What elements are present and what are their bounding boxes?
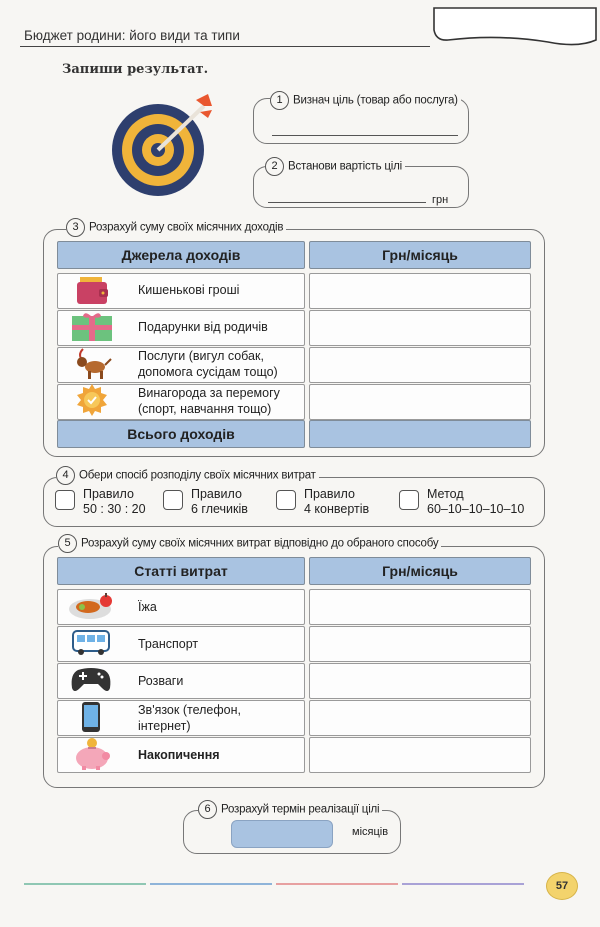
page-number: 57 xyxy=(546,872,578,900)
phone-icon xyxy=(81,701,101,733)
header-tab-shape xyxy=(428,0,600,48)
step-6-heading xyxy=(198,800,382,819)
method-option xyxy=(191,487,248,517)
expense-amount-header: Грн/місяць xyxy=(309,557,531,585)
expense-items-header: Статті витрат xyxy=(57,557,305,585)
step-label: Розрахуй термін реалізації цілі xyxy=(221,803,380,816)
income-amount-cell[interactable] xyxy=(309,384,531,420)
expense-amount-cell[interactable] xyxy=(309,700,531,736)
step-number: 5 xyxy=(58,534,77,553)
dog-walk-icon xyxy=(71,347,113,381)
step-number: 4 xyxy=(56,466,75,485)
option-title: Правило xyxy=(191,487,242,501)
gamepad-icon xyxy=(70,666,112,694)
target-icon xyxy=(108,92,218,198)
income-total-cell[interactable] xyxy=(309,420,531,448)
option-title: Метод xyxy=(427,487,464,501)
step-number: 1 xyxy=(270,91,289,110)
method-checkbox-50-30-20[interactable] xyxy=(55,490,75,510)
expense-amount-cell[interactable] xyxy=(309,626,531,662)
step-4-heading xyxy=(56,466,319,485)
gift-icon xyxy=(71,312,113,342)
option-detail: 6 глечиків xyxy=(191,502,248,516)
currency-unit: грн xyxy=(432,194,449,206)
option-detail: 60–10–10–10–10 xyxy=(427,502,525,516)
method-checkbox-60-10[interactable] xyxy=(399,490,419,510)
footer-divider xyxy=(24,883,146,885)
step-2-heading xyxy=(265,157,405,176)
expense-amount-cell[interactable] xyxy=(309,663,531,699)
income-sources-header: Джерела доходів xyxy=(57,241,305,269)
option-title: Правило xyxy=(83,487,134,501)
option-title: Правило xyxy=(304,487,355,501)
step-label: Розрахуй суму своїх місячних доходів xyxy=(89,221,284,234)
medal-icon xyxy=(76,384,108,418)
step-number: 2 xyxy=(265,157,284,176)
option-detail: 50 : 30 : 20 xyxy=(83,502,146,516)
income-source-label: Послуги (вигул собак, допомога сусідам тощо) xyxy=(138,349,278,379)
step-3-heading xyxy=(66,218,286,237)
method-option xyxy=(83,487,146,517)
step-1-heading xyxy=(270,91,461,110)
expense-label: Транспорт xyxy=(138,637,199,651)
step-number: 6 xyxy=(198,800,217,819)
term-input[interactable] xyxy=(231,820,333,848)
footer-divider xyxy=(150,883,272,885)
expense-amount-cell[interactable] xyxy=(309,589,531,625)
income-source-label: Винагорода за перемогу (спорт, навчання тощо) xyxy=(138,386,280,416)
income-source-label: Кишенькові гроші xyxy=(138,283,240,297)
income-total-label: Всього доходів xyxy=(57,420,305,448)
expense-amount-cell[interactable] xyxy=(309,737,531,773)
method-option xyxy=(427,487,524,517)
expense-label: Накопичення xyxy=(138,748,220,762)
step-number: 3 xyxy=(66,218,85,237)
chapter-title: Бюджет родини: його види та типи xyxy=(24,28,240,43)
wallet-icon xyxy=(75,276,111,306)
step-label: Розрахуй суму своїх місячних витрат відповідно до обраного способу xyxy=(81,537,439,550)
bus-icon xyxy=(72,629,110,657)
instruction-text: Запиши результат. xyxy=(62,62,209,77)
step-5-heading xyxy=(58,534,441,553)
expense-label: Зв'язок (телефон, інтернет) xyxy=(138,703,241,733)
expense-label: Розваги xyxy=(138,674,184,688)
expense-label: Їжа xyxy=(138,600,157,614)
method-checkbox-6-jars[interactable] xyxy=(163,490,183,510)
footer-divider xyxy=(276,883,398,885)
option-detail: 4 конвертів xyxy=(304,502,370,516)
step-label: Встанови вартість цілі xyxy=(288,160,402,173)
header-divider xyxy=(20,46,430,47)
income-amount-cell[interactable] xyxy=(309,347,531,383)
food-icon xyxy=(68,591,114,621)
income-amount-header: Грн/місяць xyxy=(309,241,531,269)
goal-input-line[interactable] xyxy=(272,135,458,136)
term-unit: місяців xyxy=(352,826,389,838)
method-checkbox-4-envelopes[interactable] xyxy=(276,490,296,510)
income-source-label: Подарунки від родичів xyxy=(138,320,268,334)
income-amount-cell[interactable] xyxy=(309,273,531,309)
income-amount-cell[interactable] xyxy=(309,310,531,346)
footer-divider xyxy=(402,883,524,885)
method-option xyxy=(304,487,369,517)
step-label: Обери спосіб розподілу своїх місячних витрат xyxy=(79,469,316,482)
cost-input-line[interactable] xyxy=(268,202,426,203)
piggy-bank-icon xyxy=(72,738,112,770)
step-label: Визнач ціль (товар або послуга) xyxy=(293,94,458,107)
